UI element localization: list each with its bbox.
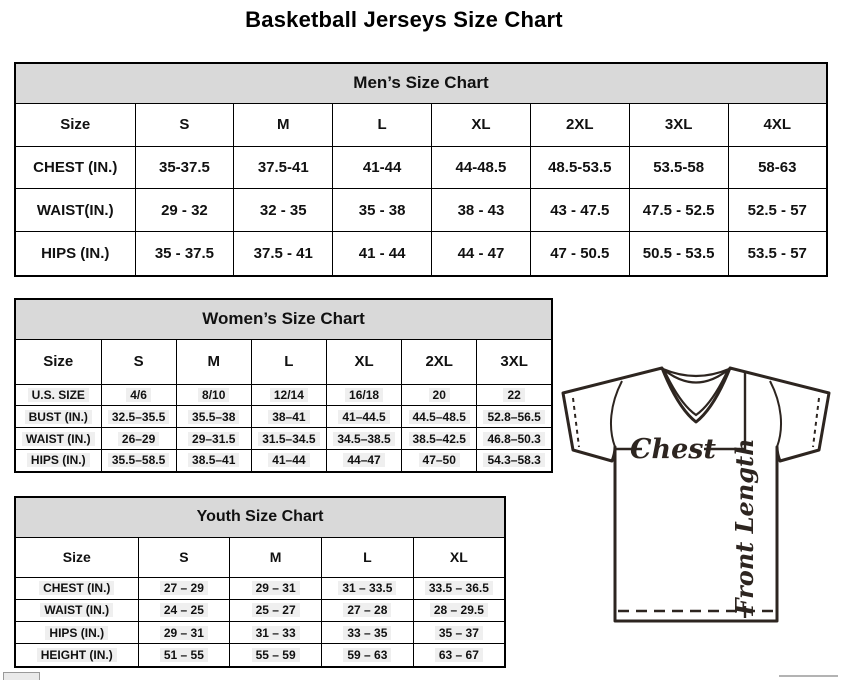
size-value-cell: 24 – 25 bbox=[138, 599, 230, 621]
jersey-diagram bbox=[556, 360, 840, 632]
size-value-cell: 43 - 47.5 bbox=[530, 189, 629, 232]
size-value-cell: 37.5-41 bbox=[234, 146, 333, 189]
row-label: CHEST (IN.) bbox=[15, 577, 138, 599]
size-value-cell: 27 – 29 bbox=[138, 577, 230, 599]
column-header-l: L bbox=[322, 537, 414, 577]
row-label: HIPS (IN.) bbox=[15, 449, 101, 472]
size-value-cell: 41 - 44 bbox=[333, 232, 432, 276]
size-value-cell: 55 – 59 bbox=[230, 644, 322, 667]
row-label: WAIST (IN.) bbox=[15, 599, 138, 621]
table-row bbox=[15, 644, 505, 667]
size-value-cell: 47 - 50.5 bbox=[530, 232, 629, 276]
size-value-cell: 29 – 31 bbox=[138, 622, 230, 644]
size-value-cell: 12/14 bbox=[251, 384, 326, 406]
size-value-cell: 46.8–50.3 bbox=[477, 428, 552, 450]
table-row bbox=[15, 189, 827, 232]
womens-chart-header: Women’s Size Chart bbox=[15, 299, 552, 339]
size-value-cell: 35-37.5 bbox=[135, 146, 234, 189]
row-label: HEIGHT (IN.) bbox=[15, 644, 138, 667]
size-value-cell: 31 – 33 bbox=[230, 622, 322, 644]
size-value-cell: 58-63 bbox=[728, 146, 827, 189]
table-row bbox=[15, 577, 505, 599]
table-row bbox=[15, 428, 552, 450]
size-value-cell: 44-48.5 bbox=[432, 146, 531, 189]
size-header-row bbox=[15, 339, 552, 384]
row-label: HIPS (IN.) bbox=[15, 622, 138, 644]
column-header-xl: XL bbox=[326, 339, 401, 384]
front-length-label: Front Length bbox=[730, 438, 759, 616]
size-value-cell: 35 – 37 bbox=[413, 622, 505, 644]
size-value-cell: 51 – 55 bbox=[138, 644, 230, 667]
column-header-4xl: 4XL bbox=[728, 103, 827, 146]
size-value-cell: 48.5-53.5 bbox=[530, 146, 629, 189]
size-value-cell: 35 - 38 bbox=[333, 189, 432, 232]
size-value-cell: 33 – 35 bbox=[322, 622, 414, 644]
size-value-cell: 29 – 31 bbox=[230, 577, 322, 599]
size-corner-header: Size bbox=[15, 339, 101, 384]
mens-size-chart-table bbox=[14, 62, 828, 277]
size-value-cell: 52.8–56.5 bbox=[477, 406, 552, 428]
size-value-cell: 8/10 bbox=[176, 384, 251, 406]
row-label: HIPS (IN.) bbox=[15, 232, 135, 276]
column-header-m: M bbox=[234, 103, 333, 146]
size-value-cell: 34.5–38.5 bbox=[326, 428, 401, 450]
size-value-cell: 38–41 bbox=[251, 406, 326, 428]
size-value-cell: 52.5 - 57 bbox=[728, 189, 827, 232]
size-value-cell: 4/6 bbox=[101, 384, 176, 406]
size-corner-header: Size bbox=[15, 537, 138, 577]
size-value-cell: 38.5–42.5 bbox=[402, 428, 477, 450]
size-value-cell: 28 – 29.5 bbox=[413, 599, 505, 621]
size-value-cell: 47–50 bbox=[402, 449, 477, 472]
table-row bbox=[15, 406, 552, 428]
size-value-cell: 25 – 27 bbox=[230, 599, 322, 621]
size-value-cell: 33.5 – 36.5 bbox=[413, 577, 505, 599]
size-value-cell: 59 – 63 bbox=[322, 644, 414, 667]
column-header-m: M bbox=[176, 339, 251, 384]
mens-chart-header: Men’s Size Chart bbox=[15, 63, 827, 103]
chest-label: Chest bbox=[630, 434, 716, 465]
column-header-3xl: 3XL bbox=[477, 339, 552, 384]
row-label: WAIST (IN.) bbox=[15, 428, 101, 450]
size-value-cell: 35.5–58.5 bbox=[101, 449, 176, 472]
size-header-row bbox=[15, 103, 827, 146]
column-header-s: S bbox=[135, 103, 234, 146]
column-header-xl: XL bbox=[432, 103, 531, 146]
size-value-cell: 35 - 37.5 bbox=[135, 232, 234, 276]
size-value-cell: 44.5–48.5 bbox=[402, 406, 477, 428]
table-row bbox=[15, 449, 552, 472]
size-value-cell: 53.5 - 57 bbox=[728, 232, 827, 276]
size-corner-header: Size bbox=[15, 103, 135, 146]
size-value-cell: 41-44 bbox=[333, 146, 432, 189]
size-value-cell: 63 – 67 bbox=[413, 644, 505, 667]
table-row bbox=[15, 146, 827, 189]
column-header-m: M bbox=[230, 537, 322, 577]
size-value-cell: 37.5 - 41 bbox=[234, 232, 333, 276]
size-value-cell: 32.5–35.5 bbox=[101, 406, 176, 428]
column-header-3xl: 3XL bbox=[629, 103, 728, 146]
size-value-cell: 47.5 - 52.5 bbox=[629, 189, 728, 232]
size-value-cell: 54.3–58.3 bbox=[477, 449, 552, 472]
row-label: CHEST (IN.) bbox=[15, 146, 135, 189]
size-value-cell: 16/18 bbox=[326, 384, 401, 406]
size-value-cell: 38.5–41 bbox=[176, 449, 251, 472]
size-header-row bbox=[15, 537, 505, 577]
column-header-l: L bbox=[333, 103, 432, 146]
table-row bbox=[15, 232, 827, 276]
youth-size-chart-table bbox=[14, 496, 506, 668]
size-value-cell: 22 bbox=[477, 384, 552, 406]
column-header-2xl: 2XL bbox=[530, 103, 629, 146]
column-header-xl: XL bbox=[413, 537, 505, 577]
cropped-element-fragment-right bbox=[779, 675, 838, 677]
youth-chart-header: Youth Size Chart bbox=[15, 497, 505, 537]
size-value-cell: 53.5-58 bbox=[629, 146, 728, 189]
size-value-cell: 35.5–38 bbox=[176, 406, 251, 428]
table-row bbox=[15, 384, 552, 406]
table-row bbox=[15, 622, 505, 644]
size-value-cell: 26–29 bbox=[101, 428, 176, 450]
size-value-cell: 29 - 32 bbox=[135, 189, 234, 232]
size-value-cell: 32 - 35 bbox=[234, 189, 333, 232]
size-value-cell: 27 – 28 bbox=[322, 599, 414, 621]
size-value-cell: 44 - 47 bbox=[432, 232, 531, 276]
size-value-cell: 38 - 43 bbox=[432, 189, 531, 232]
size-value-cell: 31 – 33.5 bbox=[322, 577, 414, 599]
womens-size-chart-table bbox=[14, 298, 553, 473]
jersey-outline-image bbox=[556, 360, 840, 632]
size-value-cell: 31.5–34.5 bbox=[251, 428, 326, 450]
size-value-cell: 20 bbox=[402, 384, 477, 406]
size-value-cell: 41–44.5 bbox=[326, 406, 401, 428]
column-header-2xl: 2XL bbox=[402, 339, 477, 384]
table-row bbox=[15, 599, 505, 621]
column-header-l: L bbox=[251, 339, 326, 384]
size-value-cell: 41–44 bbox=[251, 449, 326, 472]
size-value-cell: 44–47 bbox=[326, 449, 401, 472]
column-header-s: S bbox=[138, 537, 230, 577]
size-value-cell: 29–31.5 bbox=[176, 428, 251, 450]
row-label: WAIST(IN.) bbox=[15, 189, 135, 232]
size-value-cell: 50.5 - 53.5 bbox=[629, 232, 728, 276]
column-header-s: S bbox=[101, 339, 176, 384]
row-label: BUST (IN.) bbox=[15, 406, 101, 428]
jersey-body-outline bbox=[563, 368, 829, 621]
row-label: U.S. SIZE bbox=[15, 384, 101, 406]
page-title: Basketball Jerseys Size Chart bbox=[245, 7, 563, 32]
